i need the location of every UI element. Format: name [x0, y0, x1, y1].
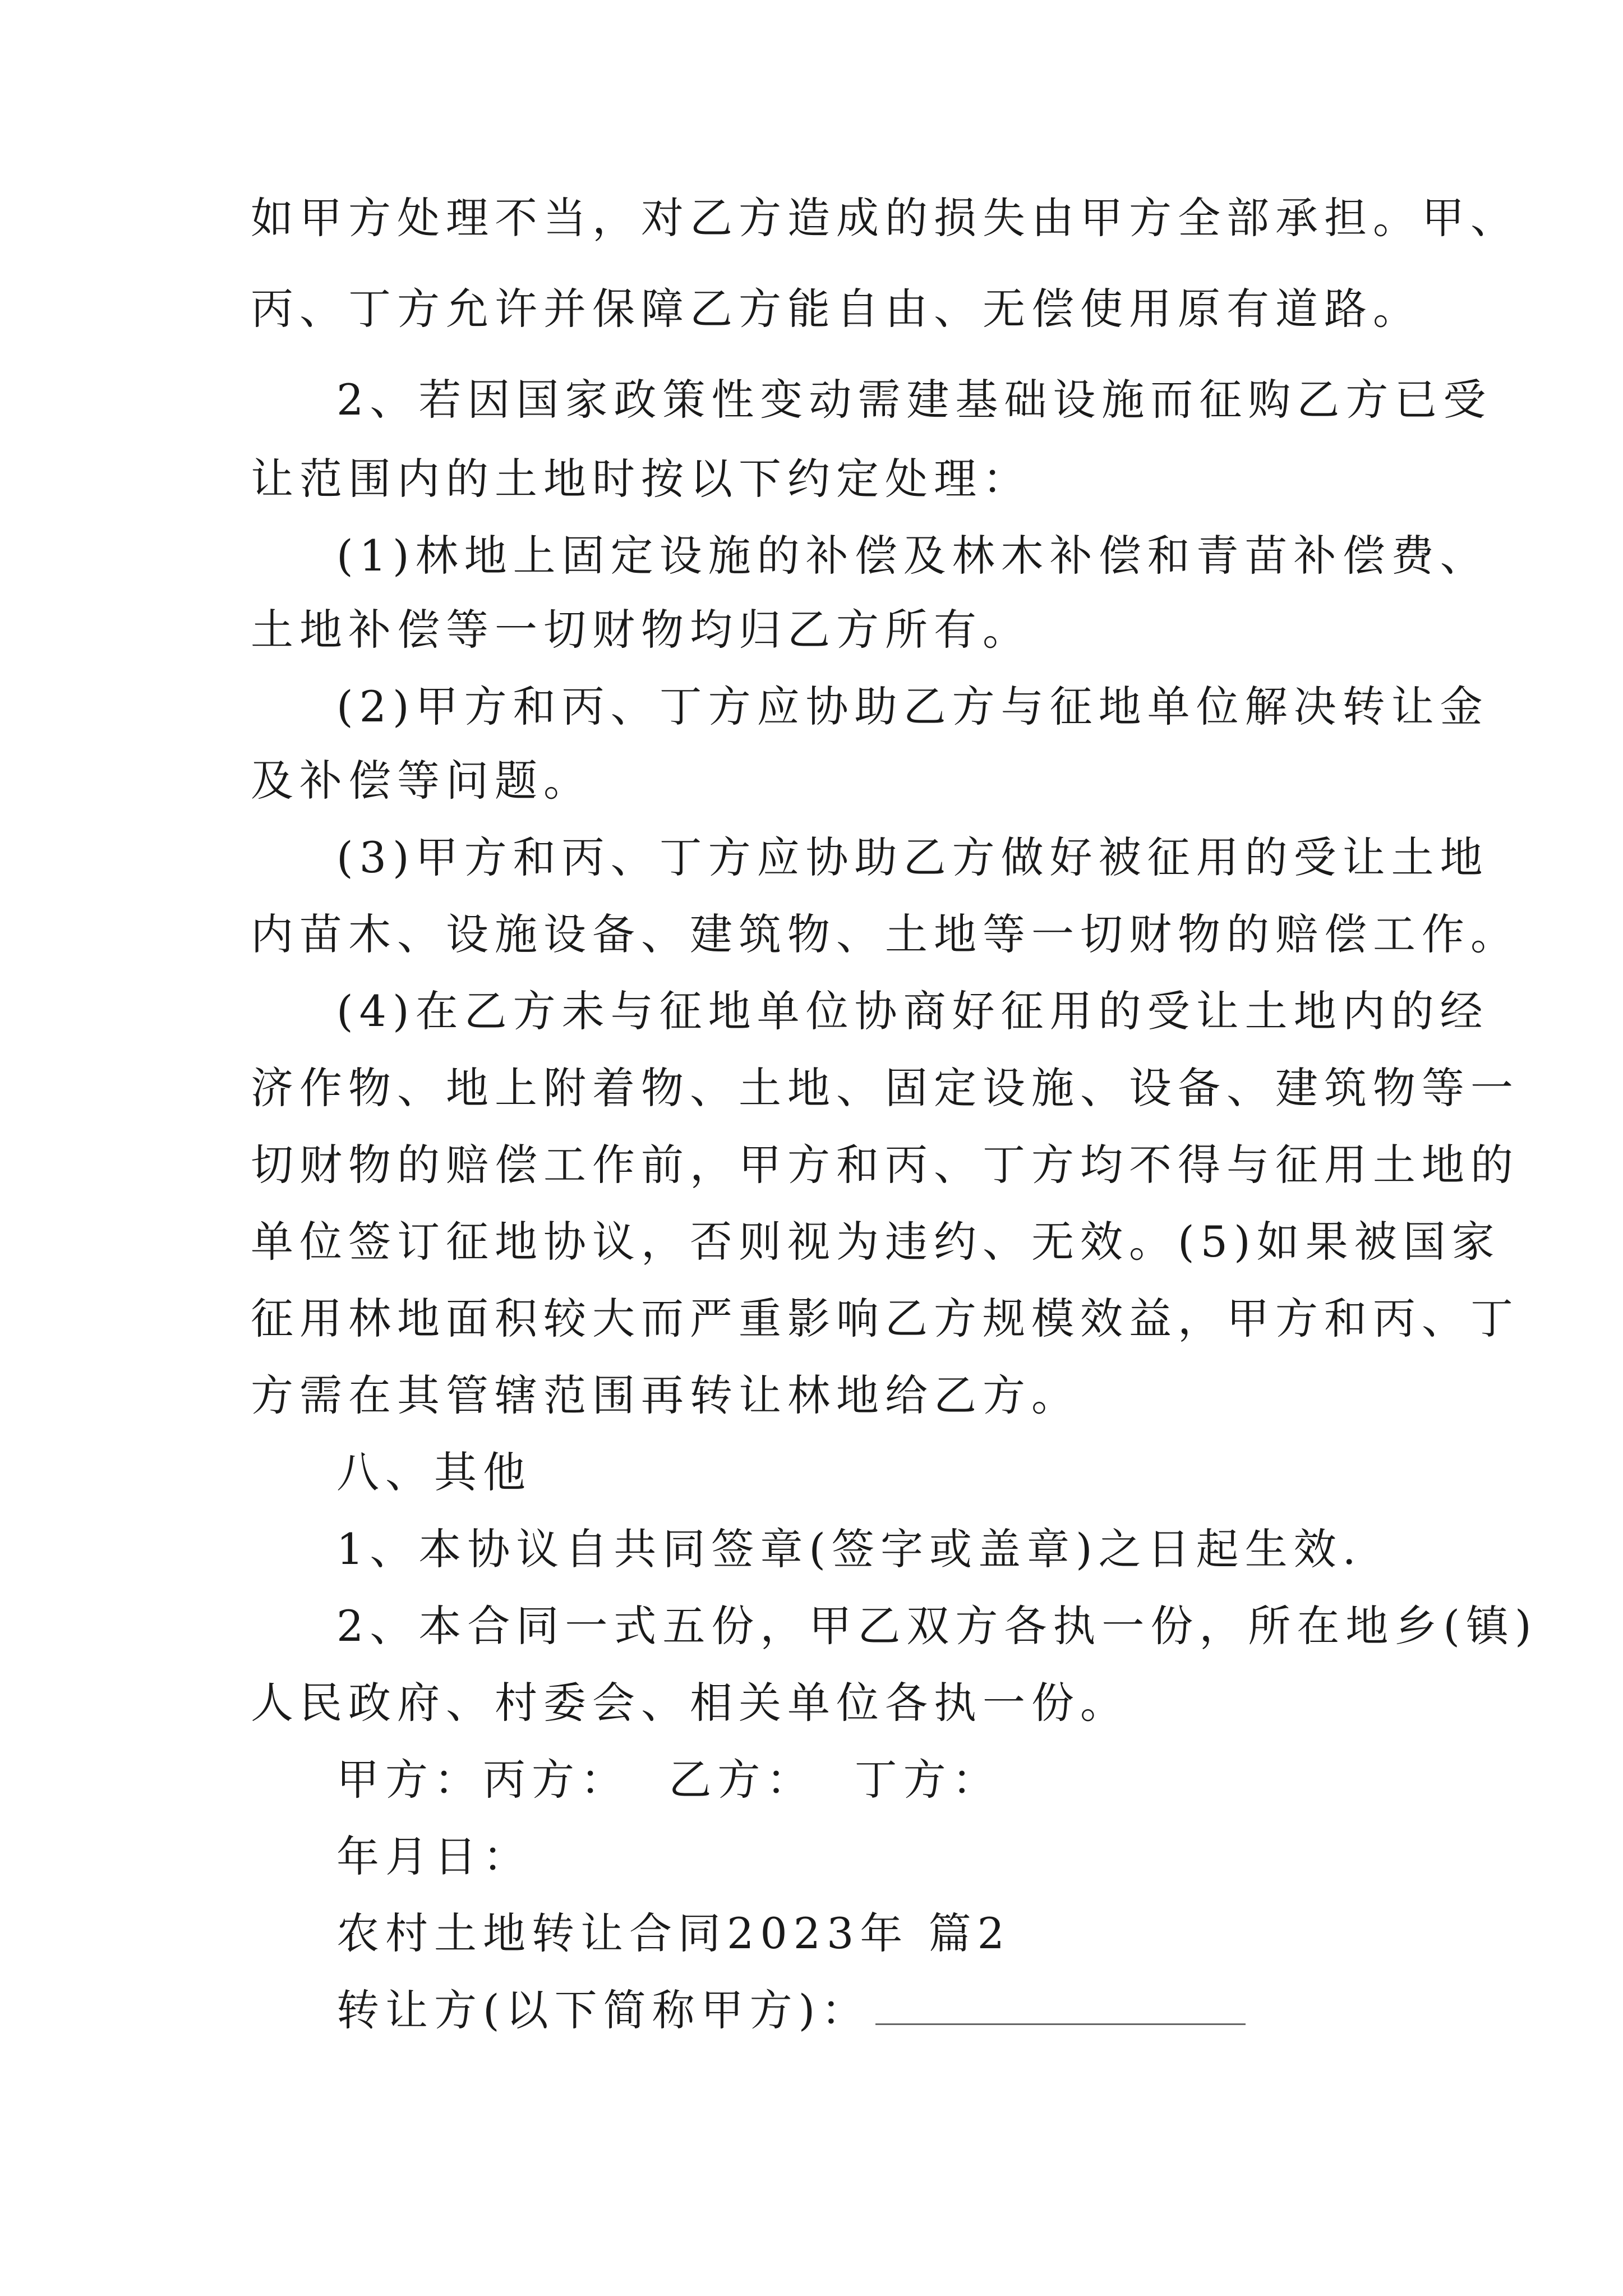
- paragraph-line: (1)林地上固定设施的补偿及林木补偿和青苗补偿费、: [336, 531, 1489, 581]
- transferor-label: 转让方(以下简称甲方)：: [336, 1985, 870, 2035]
- paragraph-line: 土地补偿等一切财物均归乙方所有。: [251, 605, 1031, 655]
- paragraph-line: 及补偿等问题。: [251, 756, 592, 806]
- paragraph-line: 2、若因国家政策性变动需建基础设施而征购乙方已受: [336, 375, 1492, 425]
- paragraph-line: 2、本合同一式五份，甲乙双方各执一份，所在地乡(镇): [336, 1601, 1538, 1651]
- paragraph-line: 人民政府、村委会、相关单位各执一份。: [251, 1678, 1129, 1728]
- section-heading: 八、其他: [336, 1447, 532, 1497]
- paragraph-line: 济作物、地上附着物、土地、固定设施、设备、建筑物等一: [251, 1063, 1519, 1113]
- paragraph-line: 切财物的赔偿工作前，甲方和丙、丁方均不得与征用土地的: [251, 1140, 1519, 1190]
- blank-field: [875, 1990, 1246, 2025]
- paragraph-line: 内苗木、设施设备、建筑物、土地等一切财物的赔偿工作。: [251, 909, 1519, 959]
- paragraph-line: (4)在乙方未与征地单位协商好征用的受让土地内的经: [336, 986, 1489, 1036]
- paragraph-line: (2)甲方和丙、丁方应协助乙方与征地单位解决转让金: [336, 682, 1489, 731]
- date-line: 年月日：: [336, 1832, 532, 1881]
- paragraph-line: 方需在其管辖范围再转让林地给乙方。: [251, 1370, 1080, 1420]
- paragraph-line: 征用林地面积较大而严重影响乙方规模效益，甲方和丙、丁: [251, 1294, 1519, 1343]
- paragraph-line: 如甲方处理不当，对乙方造成的损失由甲方全部承担。甲、: [251, 193, 1519, 243]
- paragraph-line: 让范围内的土地时按以下约定处理：: [251, 454, 1031, 504]
- paragraph-line: (3)甲方和丙、丁方应协助乙方做好被征用的受让土地: [336, 832, 1489, 882]
- paragraph-line: 单位签订征地协议，否则视为违约、无效。(5)如果被国家: [251, 1217, 1501, 1267]
- section-title: 农村土地转让合同2023年 篇2: [336, 1908, 1011, 1958]
- transferor-line: [336, 1985, 1246, 2036]
- signature-line: 甲方：丙方： 乙方： 丁方：: [336, 1755, 1001, 1805]
- paragraph-line: 1、本协议自共同签章(签字或盖章)之日起生效.: [336, 1524, 1362, 1574]
- paragraph-line: 丙、丁方允许并保障乙方能自由、无偿使用原有道路。: [251, 284, 1422, 334]
